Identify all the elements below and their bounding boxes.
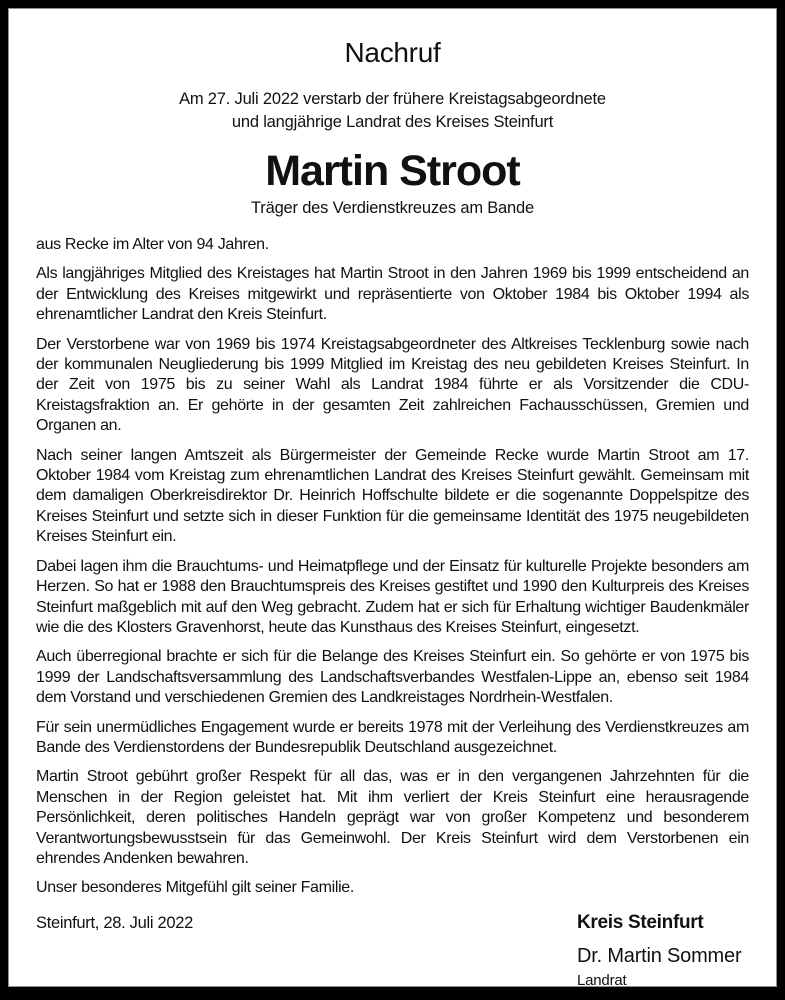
- signature-block: [577, 912, 749, 987]
- honor-subtitle: Träger des Verdienstkreuzes am Bande: [251, 199, 534, 217]
- signature-title: Landrat: [577, 971, 627, 987]
- intro-line-2: und langjährige Landrat des Kreises Steinfurt: [231, 113, 554, 131]
- page-title: Nachruf: [344, 37, 441, 68]
- signature-name: Dr. Martin Sommer: [577, 944, 742, 967]
- intro-line-1: Am 27. Juli 2022 verstarb der frühere Kreistagsabgeordnete: [179, 90, 606, 108]
- intro-text: [36, 88, 749, 134]
- obituary-header: [36, 37, 749, 218]
- deceased-name: Martin Stroot: [265, 147, 520, 195]
- obituary-paragraph: Nach seiner langen Amtszeit als Bürgermeister der Gemeinde Recke wurde Martin Stroot am 17. Oktober 1984 vom Kreistag zum ehrenamtlichen Landrat des Kreises Steinfurt gewählt. Gemeinsam mit dem damaligen Oberkreisdirektor Dr. Heinrich Hoffschulte bildete er die sogenannte Doppelspitze des Kreises Steinfurt und setzte sich in dieser Funktion für die gemeinsame Identität des 1975 neugebildeten Kreises Steinfurt ein.: [36, 446, 749, 546]
- obituary-footer: [36, 912, 749, 987]
- signature-org: Kreis Steinfurt: [577, 911, 704, 933]
- obituary-paragraph: Der Verstorbene war von 1969 bis 1974 Kreistagsabgeordneter des Altkreises Tecklenburg sowie nach der kommunalen Neugliederung bis 1999 Mitglied im Kreistag des neu gebildeten Kreises Steinfurt. In der Zeit von 1975 bis zu seiner Wahl als Landrat 1984 führte er als Vorsitzender die CDU-Kreistagsfraktion an. Er gehörte in der gesamten Zeit zahlreichen Fachausschüssen, Gremien und Organen an.: [36, 335, 749, 435]
- obituary-paragraph: Dabei lagen ihm die Brauchtums- und Heimatpflege und der Einsatz für kulturelle Projekte besonders am Herzen. So hat er 1988 den Brauchtumspreis des Kreises gestiftet und 1990 den Kulturpreis des Kreises Steinfurt maßgeblich mit auf den Weg gebracht. Zudem hat er sich für Erhaltung wichtiger Baudenkmäler wie die des Klosters Gravenhorst, heute das Kunsthaus des Kreises Steinfurt, eingesetzt.: [36, 557, 749, 636]
- obituary-paragraph: Als langjähriges Mitglied des Kreistages hat Martin Stroot in den Jahren 1969 bis 1999 entscheidend an der Entwicklung des Kreises mitgewirkt und repräsentierte von Oktober 1984 bis Oktober 1994 als ehrenamtlicher Landrat den Kreis Steinfurt.: [36, 265, 749, 324]
- place-date: Steinfurt, 28. Juli 2022: [36, 913, 193, 932]
- obituary-paragraph: Auch überregional brachte er sich für die Belange des Kreises Steinfurt ein. So gehörte er von 1975 bis 1999 der Landschaftsversammlung des Landschaftsverbandes Westfalen-Lippe an, ebenso seit 1984 dem Vorstand und verschiedenen Gremien des Landkreistages Nordrhein-Westfalen.: [36, 648, 749, 707]
- obituary-paragraph: Unser besonderes Mitgefühl gilt seiner Familie.: [36, 879, 354, 897]
- obituary-paragraph: Für sein unermüdliches Engagement wurde er bereits 1978 mit der Verleihung des Verdienstkreuzes am Bande des Verdienstordens der Bundesrepublik Deutschland ausgezeichnet.: [36, 718, 749, 756]
- obituary-paragraph: Martin Stroot gebührt großer Respekt für all das, was er in den vergangenen Jahrzehnten für die Menschen in der Region geleistet hat. Mit ihm verliert der Kreis Steinfurt eine herausragende Persönlichkeit, deren politisches Handeln geprägt war von großer Kompetenz und besonderem Verantwortungsbewusstsein für das Gemeinwohl. Der Kreis Steinfurt wird dem Verstorbenen ein ehrendes Andenken bewahren.: [36, 768, 749, 867]
- obituary-paragraph: aus Recke im Alter von 94 Jahren.: [36, 236, 269, 253]
- obituary-body: [36, 235, 749, 899]
- obituary-sheet: [8, 8, 777, 987]
